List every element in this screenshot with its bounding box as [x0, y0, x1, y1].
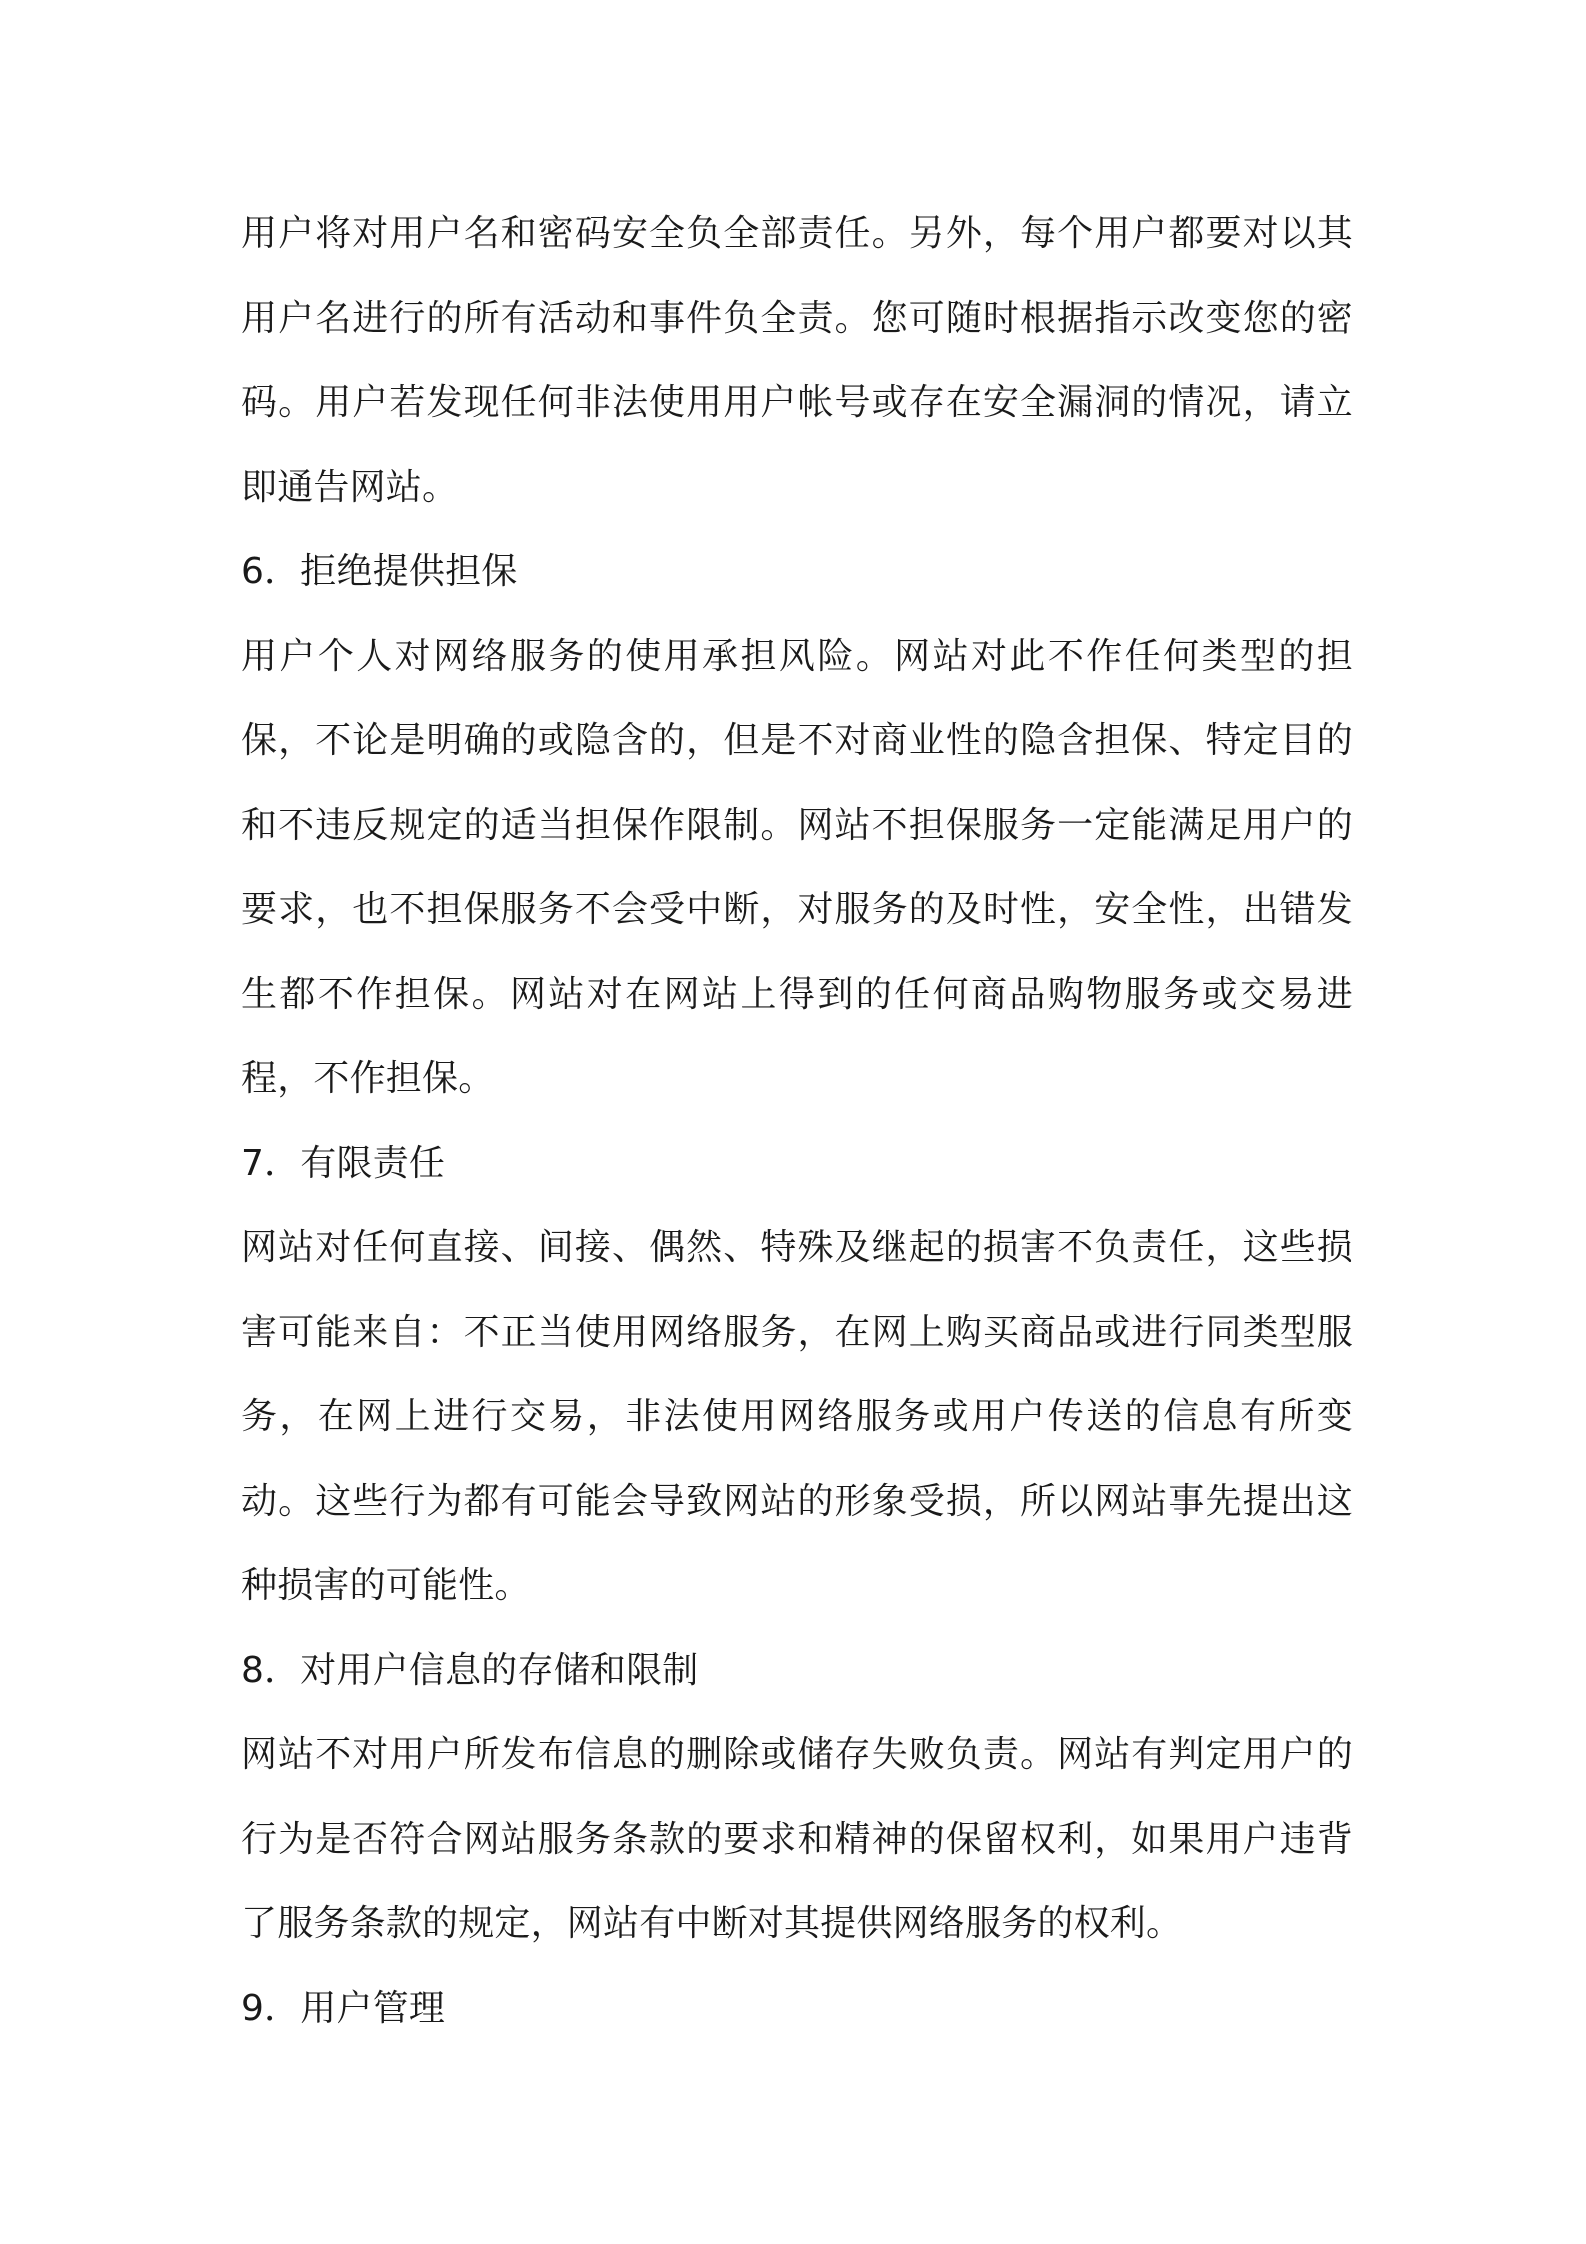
section-heading-9: 9．用户管理	[241, 1987, 446, 2029]
paragraph-account-security: 用户将对用户名和密码安全负全部责任。另外，每个用户都要对以其用户名进行的所有活动和事件负全责。您可随时根据指示改变您的密码。用户若发现任何非法使用用户帐号或存在安全漏洞的情况，请立即通告网站。	[241, 213, 1353, 508]
section-heading-8: 8．对用户信息的存储和限制	[241, 1649, 699, 1691]
section-heading-6: 6．拒绝提供担保	[241, 551, 518, 592]
document-body	[241, 192, 1353, 2051]
paragraph-storage-and-restriction: 网站不对用户所发布信息的删除或储存失败负责。网站有判定用户的行为是否符合网站服务条款的要求和精神的保留权利，如果用户违背了服务条款的规定，网站有中断对其提供网络服务的权利。	[241, 1734, 1353, 1944]
paragraph-limited-liability: 网站对任何直接、间接、偶然、特殊及继起的损害不负责任，这些损害可能来自：不正当使用网络服务，在网上购买商品或进行同类型服务，在网上进行交易，非法使用网络服务或用户传送的信息有所变动。这些行为都有可能会导致网站的形象受损，所以网站事先提出这种损害的可能性。	[241, 1227, 1353, 1606]
paragraph-disclaimer-of-warranty: 用户个人对网络服务的使用承担风险。网站对此不作任何类型的担保，不论是明确的或隐含的，但是不对商业性的隐含担保、特定目的和不违反规定的适当担保作限制。网站不担保服务一定能满足用户的要求，也不担保服务不会受中断，对服务的及时性，安全性，出错发生都不作担保。网站对在网站上得到的任何商品购物服务或交易进程，不作担保。	[241, 635, 1353, 1099]
section-heading-7: 7．有限责任	[241, 1142, 446, 1184]
